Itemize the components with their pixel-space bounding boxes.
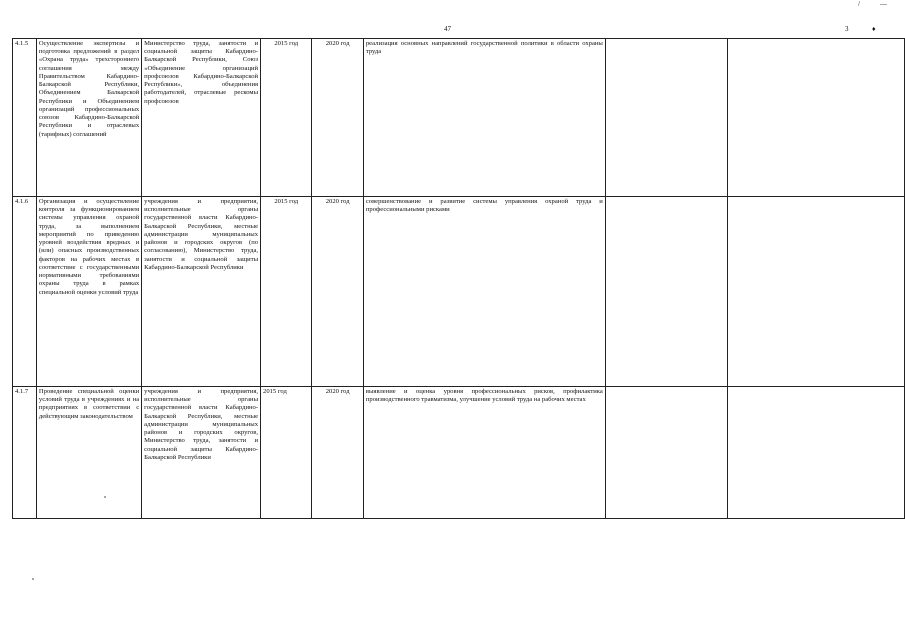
row-number: 4.1.5	[13, 39, 37, 197]
scan-speck	[32, 578, 34, 580]
empty-cell	[605, 39, 727, 197]
corner-mark: ♦	[872, 25, 876, 33]
measure-name: Организация и осуществление контроля за функционированием системы управления охраной труда, за выполнением мероприятий по приведению уровней воздействия вредных и (или) опасных производственных факторов на рабочих местах в соответствие с государственными нормативными требованиями охраны труда в рамках специальной оценки условий труда	[36, 197, 141, 387]
measures-table	[12, 38, 905, 519]
empty-cell	[727, 387, 904, 519]
expected-result: выявление и оценка уровня профессиональных рисков, профилактика производственного травматизма, улучшение условий труда на рабочих местах	[363, 387, 605, 519]
table-row	[13, 39, 905, 197]
empty-cell	[605, 387, 727, 519]
table-row	[13, 387, 905, 519]
expected-result: реализация основных направлений государственной политики в области охраны труда	[363, 39, 605, 197]
measure-name: Проведение специальной оценки условий труда в учреждениях и на предприятиях в соответствии с действующим законодательством	[36, 387, 141, 519]
corner-mark: /	[858, 0, 860, 8]
end-year: 2020 год	[312, 197, 363, 387]
measure-name: Осуществление экспертизы и подготовка предложений в раздел «Охрана труда» трехстороннего соглашения между Правительством Кабардино-Балкарской Республики, Объединением Балкарской Республики и Объединением организаций профессиональных союзов Кабардино-Балкарской Республики и отраслевых (тарифных) соглашений	[36, 39, 141, 197]
scan-speck	[104, 496, 106, 498]
executors: учреждения и предприятия, исполнительные органы государственной власти Кабардино-Балкарской Республики, местные администрации муниципальных районов и городских округов (по согласованию), Министерство труда, занятости и социальной защиты Кабардино-Балкарской Республики	[142, 197, 261, 387]
empty-cell	[605, 197, 727, 387]
page-number: 47	[444, 25, 451, 33]
end-year: 2020 год	[312, 39, 363, 197]
empty-cell	[727, 39, 904, 197]
end-year: 2020 год	[312, 387, 363, 519]
row-number: 4.1.6	[13, 197, 37, 387]
empty-cell	[727, 197, 904, 387]
start-year: 2015 год	[261, 39, 312, 197]
corner-mark: 3	[845, 25, 849, 33]
executors: учреждения и предприятия, исполнительные органы государственной власти Кабардино-Балкарской Республики, местные администрации муниципальных районов и городских округов, Министерство труда, занятости и социальной защиты Кабардино-Балкарской Республики	[142, 387, 261, 519]
executors: Министерство труда, занятости и социальной защиты Кабардино-Балкарской Республики, Союз «Объединение организаций профсоюзов Кабардино-Балкарской Республики», объединения работодателей, отраслевые рескомы профсоюзов	[142, 39, 261, 197]
start-year: 2015 год	[261, 387, 312, 519]
row-number: 4.1.7	[13, 387, 37, 519]
expected-result: совершенствование и развитие системы управления охраной труда и профессиональными рисками	[363, 197, 605, 387]
corner-mark: —	[880, 0, 887, 8]
start-year: 2015 год	[261, 197, 312, 387]
table-row	[13, 197, 905, 387]
